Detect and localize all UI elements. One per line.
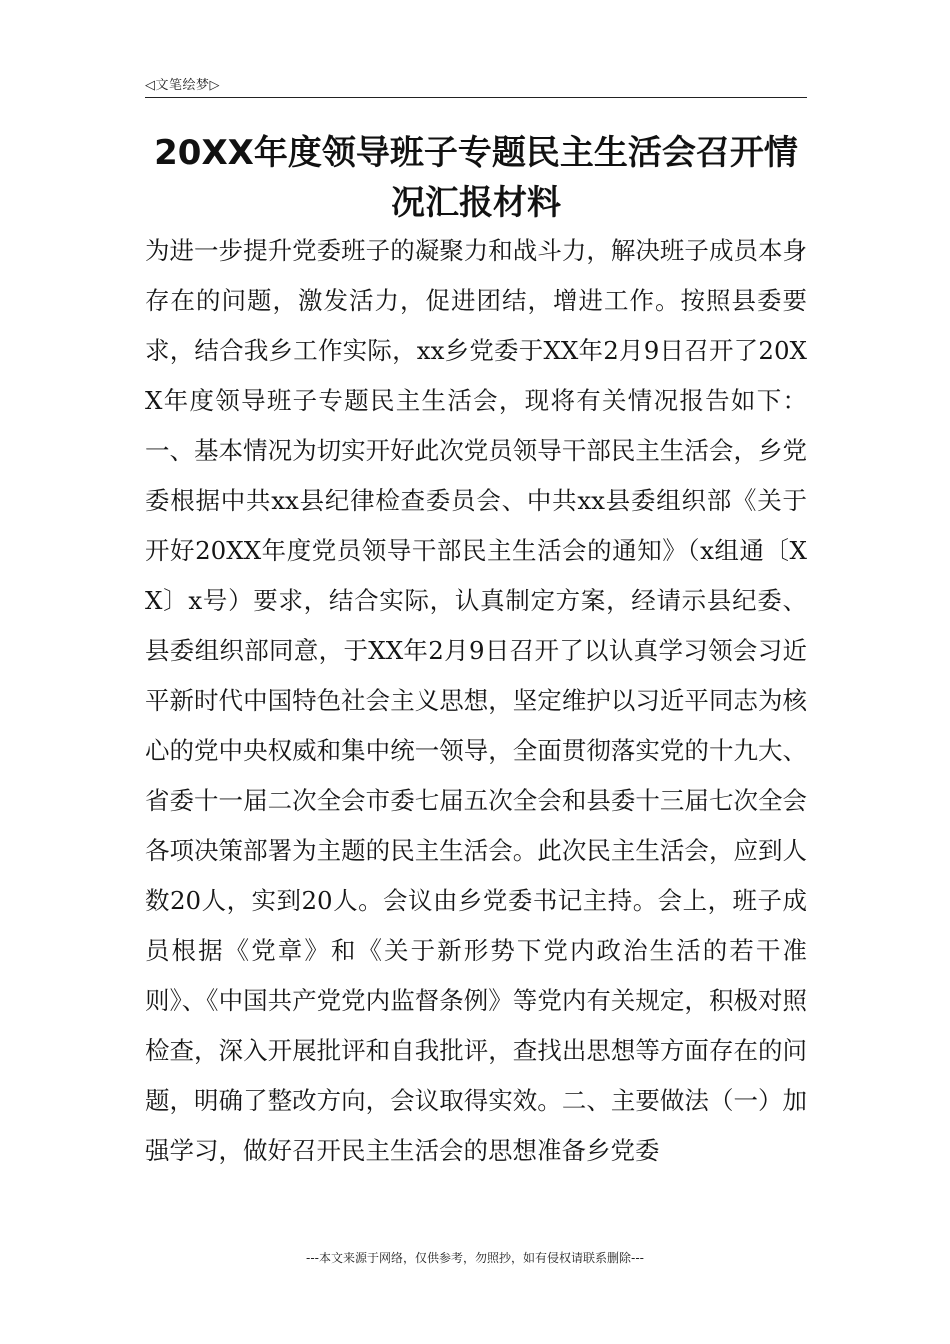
document-body: 为进一步提升党委班子的凝聚力和战斗力，解决班子成员本身存在的问题，激发活力，促进团结，增进工作。按照县委要求，结合我乡工作实际，xx乡党委于XX年2月9日召开了20XX年度领导班子专题民主生活会，现将有关情况报告如下：一、基本情况为切实开好此次党员领导干部民主生活会，乡党委根据中共xx县纪律检查委员会、中共xx县委组织部《关于开好20XX年度党员领导干部民主生活会的通知》（x组通〔XX〕x号）要求，结合实际，认真制定方案，经请示县纪委、县委组织部同意，于XX年2月9日召开了以认真学习领会习近平新时代中国特色社会主义思想，坚定维护以习近平同志为核心的党中央权威和集中统一领导，全面贯彻落实党的十九大、省委十一届二次全会市委七届五次全会和县委十三届七次全会各项决策部署为主题的民主生活会。此次民主生活会，应到人数20人，实到20人。会议由乡党委书记主持。会上，班子成员根据《党章》和《关于新形势下党内政治生活的若干准则》、《中国共产党党内监督条例》等党内有关规定，积极对照检查，深入开展批评和自我批评，查找出思想等方面存在的问题，明确了整改方向，会议取得实效。二、主要做法（一）加强学习，做好召开民主生活会的思想准备乡党委 [145,236,807,1165]
footer-disclaimer: ---本文来源于网络，仅供参考，勿照抄，如有侵权请联系删除--- [306,1251,644,1265]
document-title: 20XX年度领导班子专题民主生活会召开情况汇报材料 [154,133,798,223]
header-divider [145,97,807,98]
header-label: ◁文笔绘梦▷ [145,78,220,93]
